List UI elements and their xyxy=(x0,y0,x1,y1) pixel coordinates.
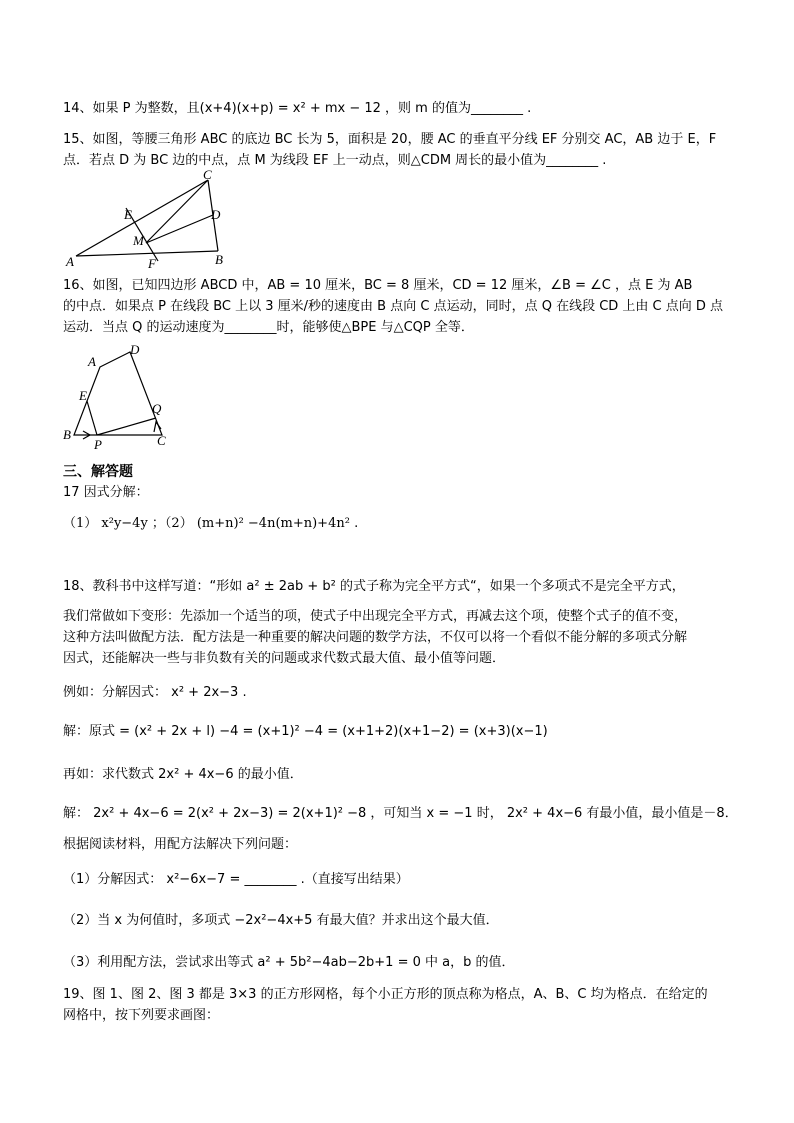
segment-ep xyxy=(87,401,97,435)
solution-1: 解：原式 = (x² + 2x + l) −4 = (x+1)² −4 = (x+1+2)(x+1−2) = (x+3)(x−1) xyxy=(63,724,548,739)
label-d: D xyxy=(130,342,140,357)
label-p: P xyxy=(94,437,102,452)
label-q: Q xyxy=(152,401,162,416)
example-2: 再如：求代数式 2x² + 4x−6 的最小值． xyxy=(63,767,303,782)
question-16-line-3: 运动．当点 Q 的运动速度为________时，能够使△BPE 与△CQP 全等． xyxy=(63,320,474,335)
question-15-line-1: 15、如图，等腰三角形 ABC 的底边 BC 长为 5，面积是 20，腰 AC 的垂直平分线 EF 分别交 AC，AB 边于 E，F xyxy=(63,132,717,147)
line-md xyxy=(146,215,213,243)
label-b: B xyxy=(215,252,223,267)
label-a: A xyxy=(88,354,96,369)
subquestion-3: （3）利用配方法，尝试求出等式 a² + 5b²−4ab−2b+1 = 0 中 a，b 的值． xyxy=(63,955,515,970)
label-c: C xyxy=(203,167,212,182)
label-c: C xyxy=(157,433,166,448)
line-cm xyxy=(146,180,208,243)
question-17-parts: （1） x²y−4y ；（2） (m+n)² −4n(m+n)+4n² . xyxy=(63,516,359,531)
label-e: E xyxy=(124,207,132,222)
label-a: A xyxy=(66,254,74,269)
label-f: F xyxy=(148,256,156,271)
question-18-paragraph-3: 这种方法叫做配方法．配方法是一种重要的解决问题的数学方法，不仅可以将一个看似不能分解的多项式分解 xyxy=(63,630,688,645)
question-19-line-1: 19、图 1、图 2、图 3 都是 3×3 的正方形网格，每个小正方形的顶点称为格点，A、B、C 均为格点．在给定的 xyxy=(63,987,708,1002)
question-18-paragraph-2: 我们常做如下变形：先添加一个适当的项，使式子中出现完全平方式，再减去这个项，使整个式子的值不变， xyxy=(63,609,688,624)
subquestion-2: （2）当 x 为何值时，多项式 −2x²−4x+5 有最大值？并求出这个最大值． xyxy=(63,913,499,928)
question-16-line-2: 的中点．如果点 P 在线段 BC 上以 3 厘米/秒的速度由 B 点向 C 点运动，同时，点 Q 在线段 CD 上由 C 点向 D 点 xyxy=(63,299,724,314)
triangle-figure xyxy=(60,167,240,272)
question-16-line-1: 16、如图，已知四边形 ABCD 中，AB = 10 厘米，BC = 8 厘米，CD = 12 厘米，∠B = ∠C ，点 E 为 AB xyxy=(63,278,693,293)
label-b: B xyxy=(63,427,71,442)
example-1: 例如：分解因式： x² + 2x−3 . xyxy=(63,685,247,700)
label-m: M xyxy=(133,233,144,248)
quadrilateral-figure xyxy=(60,342,180,452)
question-19-line-2: 网格中，按下列要求画图： xyxy=(63,1008,220,1023)
question-17-prompt: 17 因式分解： xyxy=(63,485,149,500)
label-d: D xyxy=(211,207,221,222)
section-heading: 三、解答题 xyxy=(63,464,133,480)
segment-pq xyxy=(97,418,156,435)
question-14: 14、如果 P 为整数，且(x+4)(x+p) = x² + mx − 12 ，则 m 的值为________ . xyxy=(63,101,532,116)
question-18-paragraph-4: 因式，还能解决一些与非负数有关的问题或求代数式最大值、最小值等问题． xyxy=(63,651,506,666)
instruction: 根据阅读材料，用配方法解决下列问题： xyxy=(63,837,298,852)
question-15-line-2: 点．若点 D 为 BC 边的中点，点 M 为线段 EF 上一动点，则△CDM 周长的最小值为________ . xyxy=(63,153,607,168)
subquestion-1: （1）分解因式： x²−6x−7 = ________ .（直接写出结果） xyxy=(63,872,409,887)
label-e: E xyxy=(79,388,87,403)
side-ab xyxy=(76,251,218,256)
question-18-paragraph-1: 18、教科书中这样写道：“形如 a² ± 2ab + b² 的式子称为完全平方式“，如果一个多项式不是完全平方式， xyxy=(63,579,685,594)
solution-2: 解： 2x² + 4x−6 = 2(x² + 2x−3) = 2(x+1)² −8 ，可知当 x = −1 时， 2x² + 4x−6 有最小值，最小值是－8． xyxy=(63,806,738,821)
